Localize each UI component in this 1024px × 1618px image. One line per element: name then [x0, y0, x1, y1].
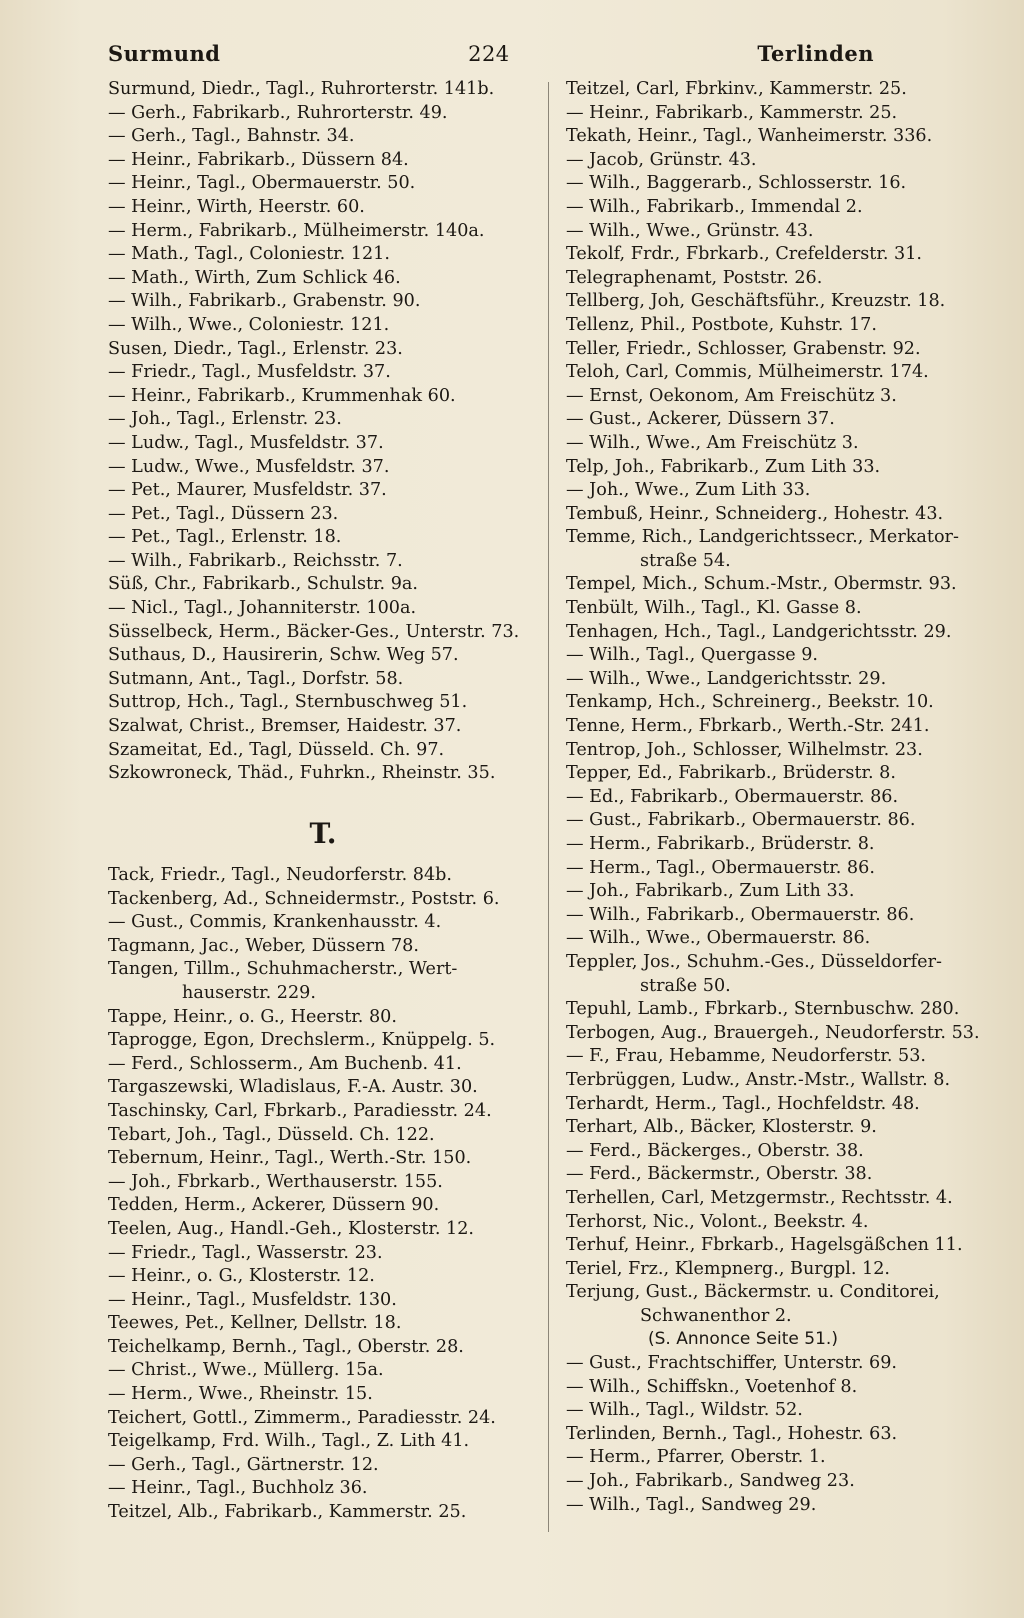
- directory-entry: Tenbült, Wilh., Tagl., Kl. Gasse 8.: [566, 598, 862, 619]
- directory-entry: Terjung, Gust., Bäckermstr. u. Conditorei,: [566, 1282, 940, 1303]
- directory-entry: Tack, Friedr., Tagl., Neudorferstr. 84b.: [108, 865, 452, 885]
- directory-entry: — Pet., Tagl., Erlenstr. 18.: [108, 527, 342, 548]
- directory-entry: — Wilh., Fabrikarb., Grabenstr. 90.: [108, 291, 421, 312]
- directory-entry: — Ferd., Bäckerges., Oberstr. 38.: [566, 1140, 864, 1161]
- directory-entry: Tentrop, Joh., Schlosser, Wilhelmstr. 23.: [566, 739, 923, 760]
- directory-entry: Schwanenthor 2.: [640, 1305, 792, 1326]
- directory-entry: Teitzel, Alb., Fabrikarb., Kammerstr. 25.: [108, 1502, 467, 1523]
- directory-entry: — Gerh., Tagl., Bahnstr. 34.: [108, 126, 355, 147]
- directory-entry: — Math., Wirth, Zum Schlick 46.: [108, 267, 401, 288]
- directory-entry: — Wilh., Schiffskn., Voetenhof 8.: [566, 1376, 858, 1397]
- directory-entry: — Pet., Tagl., Düssern 23.: [108, 503, 339, 524]
- directory-entry: hauserstr. 229.: [182, 982, 316, 1003]
- directory-entry: Tackenberg, Ad., Schneidermstr., Poststr. 6.: [108, 888, 500, 909]
- directory-entry: — Joh., Fbrkarb., Werthauserstr. 155.: [108, 1171, 443, 1192]
- directory-entry: Tenne, Herm., Fbrkarb., Werth.-Str. 241.: [566, 716, 930, 737]
- directory-entry: Terbogen, Aug., Brauergeh., Neudorferstr. 53.: [566, 1022, 980, 1043]
- directory-entry: Terhellen, Carl, Metzgermstr., Rechtsstr. 4.: [566, 1187, 953, 1208]
- directory-entry: — Gerh., Tagl., Gärtnerstr. 12.: [108, 1454, 379, 1475]
- directory-entry: Teppler, Jos., Schuhm.-Ges., Düsseldorfer-: [566, 951, 942, 972]
- left-column-bottom-section: [108, 800, 538, 1525]
- directory-entry: — Heinr., o. G., Klosterstr. 12.: [108, 1266, 375, 1287]
- directory-entry: Tekolf, Frdr., Fbrkarb., Crefelderstr. 31.: [566, 244, 923, 265]
- directory-entry: Terlinden, Bernh., Tagl., Hohestr. 63.: [566, 1423, 898, 1444]
- directory-entry: — Heinr., Tagl., Musfeldstr. 130.: [108, 1289, 397, 1310]
- directory-entry: Teewes, Pet., Kellner, Dellstr. 18.: [108, 1313, 402, 1334]
- directory-entry: Tepuhl, Lamb., Fbrkarb., Sternbuschw. 280.: [566, 999, 960, 1020]
- directory-entry: Tellenz, Phil., Postbote, Kuhstr. 17.: [566, 314, 877, 335]
- directory-entry: Surmund, Diedr., Tagl., Ruhrorterstr. 141b.: [108, 79, 495, 99]
- directory-entry: Tangen, Tillm., Schuhmacherstr., Wert-: [108, 959, 458, 980]
- directory-entry: Suthaus, D., Hausirerin, Schw. Weg 57.: [108, 645, 459, 666]
- directory-entry: straße 50.: [640, 975, 731, 996]
- left-column-bottom: [108, 864, 538, 1525]
- directory-entry: — Wilh., Tagl., Quergasse 9.: [566, 645, 819, 666]
- directory-entry: — Heinr., Tagl., Obermauerstr. 50.: [108, 173, 416, 194]
- directory-entry: — Heinr., Fabrikarb., Kammerstr. 25.: [566, 102, 898, 123]
- directory-entry: — Wilh., Fabrikarb., Obermauerstr. 86.: [566, 904, 915, 925]
- directory-entry: — Wilh., Tagl., Sandweg 29.: [566, 1494, 817, 1515]
- directory-entry: Teitzel, Carl, Fbrkinv., Kammerstr. 25.: [566, 79, 907, 99]
- directory-entry: Taprogge, Egon, Drechslerm., Knüppelg. 5.: [108, 1030, 496, 1051]
- directory-entry: — Ed., Fabrikarb., Obermauerstr. 86.: [566, 786, 899, 807]
- directory-entry: — Wilh., Wwe., Grünstr. 43.: [566, 220, 814, 241]
- directory-entry: — Ludw., Wwe., Musfeldstr. 37.: [108, 456, 390, 477]
- directory-entry: Terbrüggen, Ludw., Anstr.-Mstr., Wallstr. 8.: [566, 1069, 951, 1090]
- directory-entry: Terhorst, Nic., Volont., Beekstr. 4.: [566, 1211, 869, 1232]
- directory-entry: — Herm., Fabrikarb., Brüderstr. 8.: [566, 834, 875, 854]
- directory-entry: Tembuß, Heinr., Schneiderg., Hohestr. 43.: [566, 503, 944, 524]
- directory-entry: — Nicl., Tagl., Johanniterstr. 100a.: [108, 598, 417, 619]
- directory-entry: straße 54.: [640, 550, 731, 571]
- directory-entry: — Wilh., Wwe., Coloniestr. 121.: [108, 314, 390, 335]
- directory-entry: — Gust., Fabrikarb., Obermauerstr. 86.: [566, 810, 916, 831]
- directory-entry: Tebart, Joh., Tagl., Düsseld. Ch. 122.: [108, 1124, 435, 1145]
- directory-entry: — Gust., Frachtschiffer, Unterstr. 69.: [566, 1353, 898, 1374]
- directory-entry: Terhardt, Herm., Tagl., Hochfeldstr. 48.: [566, 1093, 920, 1114]
- header-right-keyword: Terlinden: [757, 41, 874, 66]
- right-column: [566, 78, 1006, 1517]
- directory-entry: Süß, Chr., Fabrikarb., Schulstr. 9a.: [108, 574, 419, 595]
- directory-entry: Tagmann, Jac., Weber, Düssern 78.: [108, 935, 419, 956]
- directory-entry: — F., Frau, Hebamme, Neudorferstr. 53.: [566, 1046, 927, 1067]
- directory-entry: Teigelkamp, Frd. Wilh., Tagl., Z. Lith 41.: [108, 1431, 470, 1452]
- directory-entry: Terhart, Alb., Bäcker, Klosterstr. 9.: [566, 1117, 877, 1138]
- directory-entry: — Friedr., Tagl., Musfeldstr. 37.: [108, 362, 391, 383]
- directory-entry: Szkowroneck, Thäd., Fuhrkn., Rheinstr. 35.: [108, 763, 496, 784]
- directory-entry: — Ferd., Schlosserm., Am Buchenb. 41.: [108, 1053, 462, 1074]
- directory-entry: — Joh., Wwe., Zum Lith 33.: [566, 480, 811, 501]
- directory-entry: Telegraphenamt, Poststr. 26.: [566, 267, 823, 288]
- directory-entry: Tekath, Heinr., Tagl., Wanheimerstr. 336.: [566, 126, 933, 147]
- directory-entry: Tempel, Mich., Schum.-Mstr., Obermstr. 93.: [566, 574, 957, 595]
- directory-entry: — Pet., Maurer, Musfeldstr. 37.: [108, 480, 387, 501]
- directory-entry: — Ernst, Oekonom, Am Freischütz 3.: [566, 385, 897, 406]
- directory-entry: Tedden, Herm., Ackerer, Düssern 90.: [108, 1195, 440, 1216]
- directory-entry: Temme, Rich., Landgerichtssecr., Merkator-: [566, 527, 959, 548]
- directory-entry: Teloh, Carl, Commis, Mülheimerstr. 174.: [566, 362, 929, 383]
- directory-entry: — Wilh., Wwe., Landgerichtsstr. 29.: [566, 668, 887, 689]
- directory-entry: Tebernum, Heinr., Tagl., Werth.-Str. 150.: [108, 1148, 472, 1169]
- directory-entry: Tenkamp, Hch., Schreinerg., Beekstr. 10.: [566, 692, 934, 713]
- directory-entry: — Herm., Wwe., Rheinstr. 15.: [108, 1384, 373, 1405]
- directory-entry: — Herm., Tagl., Obermauerstr. 86.: [566, 857, 875, 878]
- directory-entry: Teelen, Aug., Handl.-Geh., Klosterstr. 12.: [108, 1218, 475, 1239]
- directory-entry: — Herm., Pfarrer, Oberstr. 1.: [566, 1447, 826, 1468]
- directory-entry: Tappe, Heinr., o. G., Heerstr. 80.: [108, 1006, 397, 1027]
- directory-entry: — Heinr., Fabrikarb., Krummenhak 60.: [108, 385, 456, 406]
- directory-entry: Teriel, Frz., Klempnerg., Burgpl. 12.: [566, 1258, 891, 1279]
- directory-entry: — Wilh., Fabrikarb., Immendal 2.: [566, 196, 863, 217]
- directory-entry: Tellberg, Joh, Geschäftsführ., Kreuzstr. 18.: [566, 291, 946, 312]
- header-left-keyword: Surmund: [108, 41, 221, 66]
- page-number: 224: [468, 42, 510, 66]
- directory-entry: Szalwat, Christ., Bremser, Haidestr. 37.: [108, 716, 462, 737]
- directory-entry: — Gerh., Fabrikarb., Ruhrorterstr. 49.: [108, 102, 448, 123]
- directory-entry: — Joh., Fabrikarb., Sandweg 23.: [566, 1471, 855, 1492]
- directory-entry: Szameitat, Ed., Tagl, Düsseld. Ch. 97.: [108, 739, 445, 760]
- page-header: [108, 30, 874, 66]
- directory-entry: Tenhagen, Hch., Tagl., Landgerichtsstr. 29.: [566, 621, 952, 642]
- directory-entry: — Jacob, Grünstr. 43.: [566, 149, 757, 170]
- directory-entry: — Joh., Tagl., Erlenstr. 23.: [108, 409, 342, 430]
- section-letter: T.: [309, 817, 337, 850]
- directory-entry: — Wilh., Tagl., Wildstr. 52.: [566, 1400, 803, 1421]
- directory-entry: — Wilh., Baggerarb., Schlosserstr. 16.: [566, 173, 907, 194]
- directory-entry: Süsselbeck, Herm., Bäcker-Ges., Unterstr. 73.: [108, 621, 520, 642]
- directory-entry: — Herm., Fabrikarb., Mülheimerstr. 140a.: [108, 220, 485, 241]
- directory-entry: — Wilh., Fabrikarb., Reichsstr. 7.: [108, 550, 403, 571]
- directory-entry: — Friedr., Tagl., Wasserstr. 23.: [108, 1242, 383, 1263]
- directory-entry: — Heinr., Fabrikarb., Düssern 84.: [108, 149, 409, 170]
- directory-entry: — Ludw., Tagl., Musfeldstr. 37.: [108, 432, 384, 453]
- directory-entry: — Joh., Fabrikarb., Zum Lith 33.: [566, 881, 855, 902]
- directory-entry: — Gust., Ackerer, Düssern 37.: [566, 409, 835, 430]
- directory-entry: — Heinr., Wirth, Heerstr. 60.: [108, 196, 365, 217]
- directory-entry: — Wilh., Wwe., Am Freischütz 3.: [566, 432, 859, 453]
- directory-entry: Targaszewski, Wladislaus, F.-A. Austr. 30.: [108, 1077, 478, 1098]
- directory-entry: Telp, Joh., Fabrikarb., Zum Lith 33.: [566, 456, 881, 477]
- column-divider: [548, 82, 549, 1532]
- advertisement-note: (S. Annonce Seite 51.): [648, 1329, 838, 1350]
- left-column-top: [108, 78, 538, 786]
- directory-entry: Tepper, Ed., Fabrikarb., Brüderstr. 8.: [566, 763, 896, 784]
- directory-entry: — Gust., Commis, Krankenhausstr. 4.: [108, 912, 442, 933]
- directory-entry: Terhuf, Heinr., Fbrkarb., Hagelsgäßchen 11.: [566, 1235, 963, 1256]
- directory-entry: Teichelkamp, Bernh., Tagl., Oberstr. 28.: [108, 1336, 464, 1357]
- directory-entry: Teller, Friedr., Schlosser, Grabenstr. 92.: [566, 338, 921, 359]
- directory-entry: — Math., Tagl., Coloniestr. 121.: [108, 244, 390, 265]
- directory-entry: Sutmann, Ant., Tagl., Dorfstr. 58.: [108, 668, 404, 689]
- directory-entry: — Christ., Wwe., Müllerg. 15a.: [108, 1360, 384, 1381]
- directory-entry: — Wilh., Wwe., Obermauerstr. 86.: [566, 928, 871, 949]
- directory-entry: — Ferd., Bäckermstr., Oberstr. 38.: [566, 1164, 873, 1185]
- directory-entry: — Heinr., Tagl., Buchholz 36.: [108, 1478, 368, 1499]
- directory-entry: Taschinsky, Carl, Fbrkarb., Paradiesstr. 24.: [108, 1100, 492, 1121]
- directory-entry: Teichert, Gottl., Zimmerm., Paradiesstr. 24.: [108, 1407, 496, 1428]
- directory-entry: Susen, Diedr., Tagl., Erlenstr. 23.: [108, 338, 403, 359]
- directory-entry: Suttrop, Hch., Tagl., Sternbuschweg 51.: [108, 692, 468, 713]
